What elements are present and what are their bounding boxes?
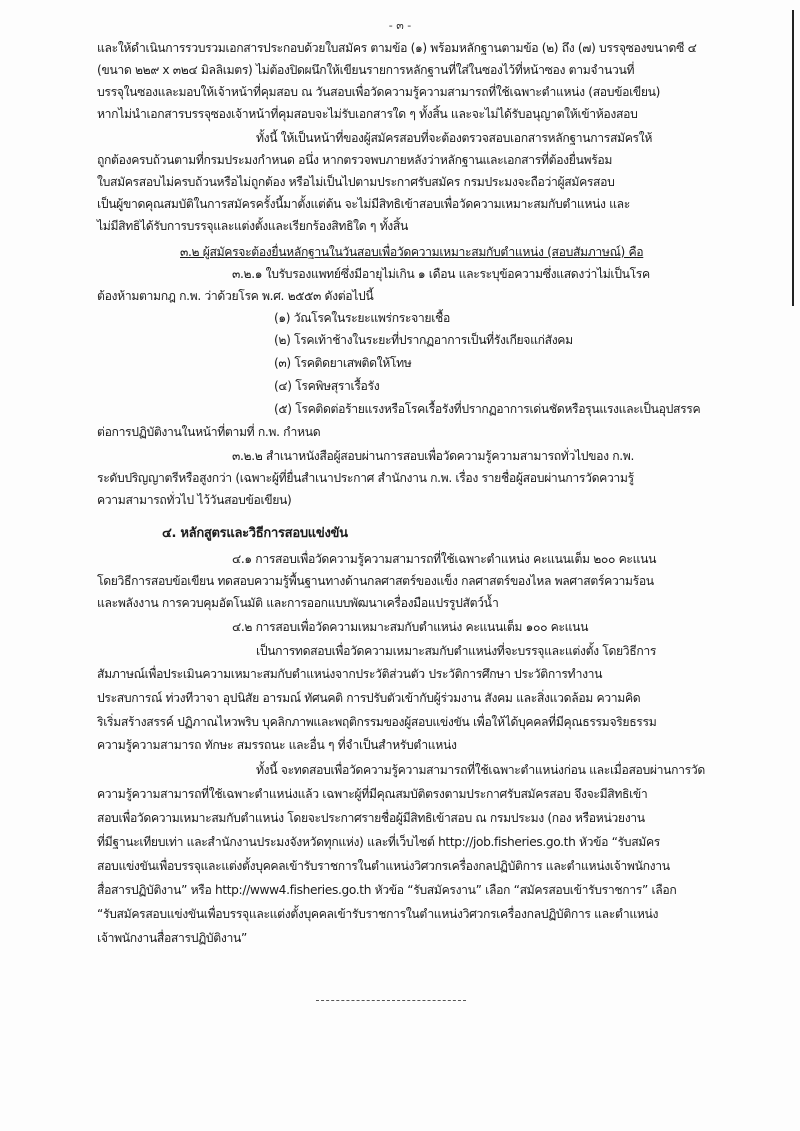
paragraph-line: (ขนาด ๒๒๙ x ๓๒๔ มิลลิเมตร) ไม่ต้องปิดผนึกให้เขียนรายการหลักฐานที่ใส่ในซองไว้ที่หน้าซอง ตามจำนวนที่ — [97, 63, 635, 77]
paragraph-line: สัมภาษณ์เพื่อประเมินความเหมาะสมกับตำแหน่งจากประวัติส่วนตัว ประวัติการศึกษา ประวัติการทำงาน — [97, 667, 603, 681]
paragraph-line: “รับสมัครสอบแข่งขันเพื่อบรรจุและแต่งตั้งบุคคลเข้ารับราชการในตำแหน่งวิศวกรเครื่องกลปฏิบัติการ และตำแหน่ง — [97, 907, 659, 921]
paragraph-line: สอบแข่งขันเพื่อบรรจุและแต่งตั้งบุคคลเข้ารับราชการในตำแหน่งวิศวกรเครื่องกลปฏิบัติการ และตำแหน่งเจ้าพนักงาน — [97, 859, 670, 873]
paragraph-line: ความรู้ความสามารถ ทักษะ สมรรถนะ และอื่น ๆ ที่จำเป็นสำหรับตำแหน่ง — [97, 738, 457, 752]
paragraph-line: ๔.๒ การสอบเพื่อวัดความเหมาะสมกับตำแหน่ง คะแนนเต็ม ๑๐๐ คะแนน — [232, 620, 589, 634]
paragraph-line: โดยวิธีการสอบข้อเขียน ทดสอบความรู้พื้นฐานทางด้านกลศาสตร์ของแข็ง กลศาสตร์ของไหล พลศาสตร์ความร้อน — [97, 574, 654, 588]
paragraph-line: ใบสมัครสอบไม่ครบถ้วนหรือไม่ถูกต้อง หรือไม่เป็นไปตามประกาศรับสมัคร กรมประมงจะถือว่าผู้สมัครสอบ — [97, 175, 615, 189]
paragraph-line: และพลังงาน การควบคุมอัตโนมัติ และการออกแบบพัฒนาเครื่องมือแปรรูปสัตว์น้ำ — [97, 596, 499, 610]
paragraph-line: เจ้าพนักงานสื่อสารปฏิบัติงาน” — [97, 931, 247, 945]
paragraph-line: ต้องห้ามตามกฎ ก.พ. ว่าด้วยโรค พ.ศ. ๒๕๕๓ ดังต่อไปนี้ — [97, 289, 374, 303]
paragraph-line: ทั้งนี้ ให้เป็นหน้าที่ของผู้สมัครสอบที่จะต้องตรวจสอบเอกสารหลักฐานการสมัครให้ — [256, 131, 653, 145]
paragraph-line: บรรจุในซองและมอบให้เจ้าหน้าที่คุมสอบ ณ วันสอบเพื่อวัดความรู้ความสามารถที่ใช้เฉพาะตำแหน่ง (สอบข้อเขียน) — [97, 85, 661, 99]
disease-item: (๓) โรคติดยาเสพติดให้โทษ — [274, 356, 412, 370]
page-number: - ๓ - — [388, 19, 412, 32]
disease-item: (๔) โรคพิษสุราเรื้อรัง — [274, 379, 380, 393]
paragraph-line: ๓.๒.๒ สำเนาหนังสือผู้สอบผ่านการสอบเพื่อวัดความรู้ความสามารถทั่วไปของ ก.พ. — [232, 449, 634, 463]
paragraph-line: ความรู้ความสามารถที่ใช้เฉพาะตำแหน่งแล้ว เฉพาะผู้ที่มีคุณสมบัติตรงตามประกาศรับสมัครสอบ จึงจะมีสิทธิเข้า — [97, 787, 648, 801]
scan-edge-line — [792, 10, 794, 306]
paragraph-line: ริเริ่มสร้างสรรค์ ปฏิภาณไหวพริบ บุคลิกภาพและพฤติกรรมของผู้สอบแข่งขัน เพื่อให้ได้บุคคลที่มีคุณธรรมจริยธรรม — [97, 715, 657, 729]
paragraph-line: ๓.๒.๑ ใบรับรองแพทย์ซึ่งมีอายุไม่เกิน ๑ เดือน และระบุข้อความซึ่งแสดงว่าไม่เป็นโรค — [232, 267, 650, 281]
paragraph-line: เป็นการทดสอบเพื่อวัดความเหมาะสมกับตำแหน่งที่จะบรรจุและแต่งตั้ง โดยวิธีการ — [256, 644, 657, 658]
paragraph-line: เป็นผู้ขาดคุณสมบัติในการสมัครครั้งนี้มาตั้งแต่ต้น จะไม่มีสิทธิเข้าสอบเพื่อวัดความเหมาะสมกับตำแหน่ง และ — [97, 197, 630, 211]
paragraph-line: ที่มีฐานะเทียบเท่า และสำนักงานประมงจังหวัดทุกแห่ง) และที่เว็บไซต์ http://job.fisheries.go.th หัวข้อ “รับสมัคร — [97, 835, 660, 849]
paragraph-line: หากไม่นำเอกสารบรรจุซองเจ้าหน้าที่คุมสอบจะไม่รับเอกสารใด ๆ ทั้งสิ้น และจะไม่ได้รับอนุญาตให้เข้าห้องสอบ — [97, 107, 638, 121]
paragraph-line: ประสบการณ์ ท่วงทีวาจา อุปนิสัย อารมณ์ ทัศนคติ การปรับตัวเข้ากับผู้ร่วมงาน สังคม และสิ่งแวดล้อม ความคิด — [97, 691, 641, 705]
disease-item: (๒) โรคเท้าช้างในระยะที่ปรากฏอาการเป็นที่รังเกียจแก่สังคม — [274, 333, 573, 347]
paragraph-line: และให้ดำเนินการรวบรวมเอกสารประกอบด้วยใบสมัคร ตามข้อ (๑) พร้อมหลักฐานตามข้อ (๒) ถึง (๗) บรรจุซองขนาดซี ๔ — [97, 41, 697, 55]
paragraph-line: ต่อการปฏิบัติงานในหน้าที่ตามที่ ก.พ. กำหนด — [97, 425, 321, 439]
paragraph-line: ระดับปริญญาตรีหรือสูงกว่า (เฉพาะผู้ที่ยื่นสำเนาประกาศ สำนักงาน ก.พ. เรื่อง รายชื่อผู้สอบผ่านการวัดความรู้ — [97, 471, 634, 485]
paragraph-line: สื่อสารปฏิบัติงาน” หรือ http://www4.fisheries.go.th หัวข้อ “รับสมัครงาน” เลือก “สมัครสอบเข้ารับราชการ” เลือก — [97, 883, 677, 897]
section-4-heading: ๔. หลักสูตรและวิธีการสอบแข่งขัน — [162, 526, 348, 541]
end-divider — [316, 1000, 466, 1001]
paragraph-line: ไม่มีสิทธิได้รับการบรรจุและแต่งตั้งและเรียกร้องสิทธิใด ๆ ทั้งสิ้น — [97, 219, 408, 233]
paragraph-line: ความสามารถทั่วไป ไว้วันสอบข้อเขียน) — [97, 493, 292, 507]
paragraph-line: ๔.๑ การสอบเพื่อวัดความรู้ความสามารถที่ใช้เฉพาะตำแหน่ง คะแนนเต็ม ๒๐๐ คะแนน — [232, 552, 657, 566]
disease-item: (๑) วัณโรคในระยะแพร่กระจายเชื้อ — [274, 311, 450, 325]
paragraph-line: ทั้งนี้ จะทดสอบเพื่อวัดความรู้ความสามารถที่ใช้เฉพาะตำแหน่งก่อน และเมื่อสอบผ่านการวัด — [256, 763, 705, 777]
paragraph-line: สอบเพื่อวัดความเหมาะสมกับตำแหน่ง โดยจะประกาศรายชื่อผู้มีสิทธิเข้าสอบ ณ กรมประมง (กอง หรือหน่วยงาน — [97, 811, 645, 825]
paragraph-line: ถูกต้องครบถ้วนตามที่กรมประมงกำหนด อนึ่ง หากตรวจพบภายหลังว่าหลักฐานและเอกสารที่ต้องยื่นพร้อม — [97, 153, 613, 167]
disease-item: (๕) โรคติดต่อร้ายแรงหรือโรคเรื้อรังที่ปรากฏอาการเด่นชัดหรือรุนแรงและเป็นอุปสรรค — [274, 402, 701, 416]
section-3-2-heading: ๓.๒ ผู้สมัครจะต้องยื่นหลักฐานในวันสอบเพื่อวัดความเหมาะสมกับตำแหน่ง (สอบสัมภาษณ์) คือ — [180, 245, 644, 259]
